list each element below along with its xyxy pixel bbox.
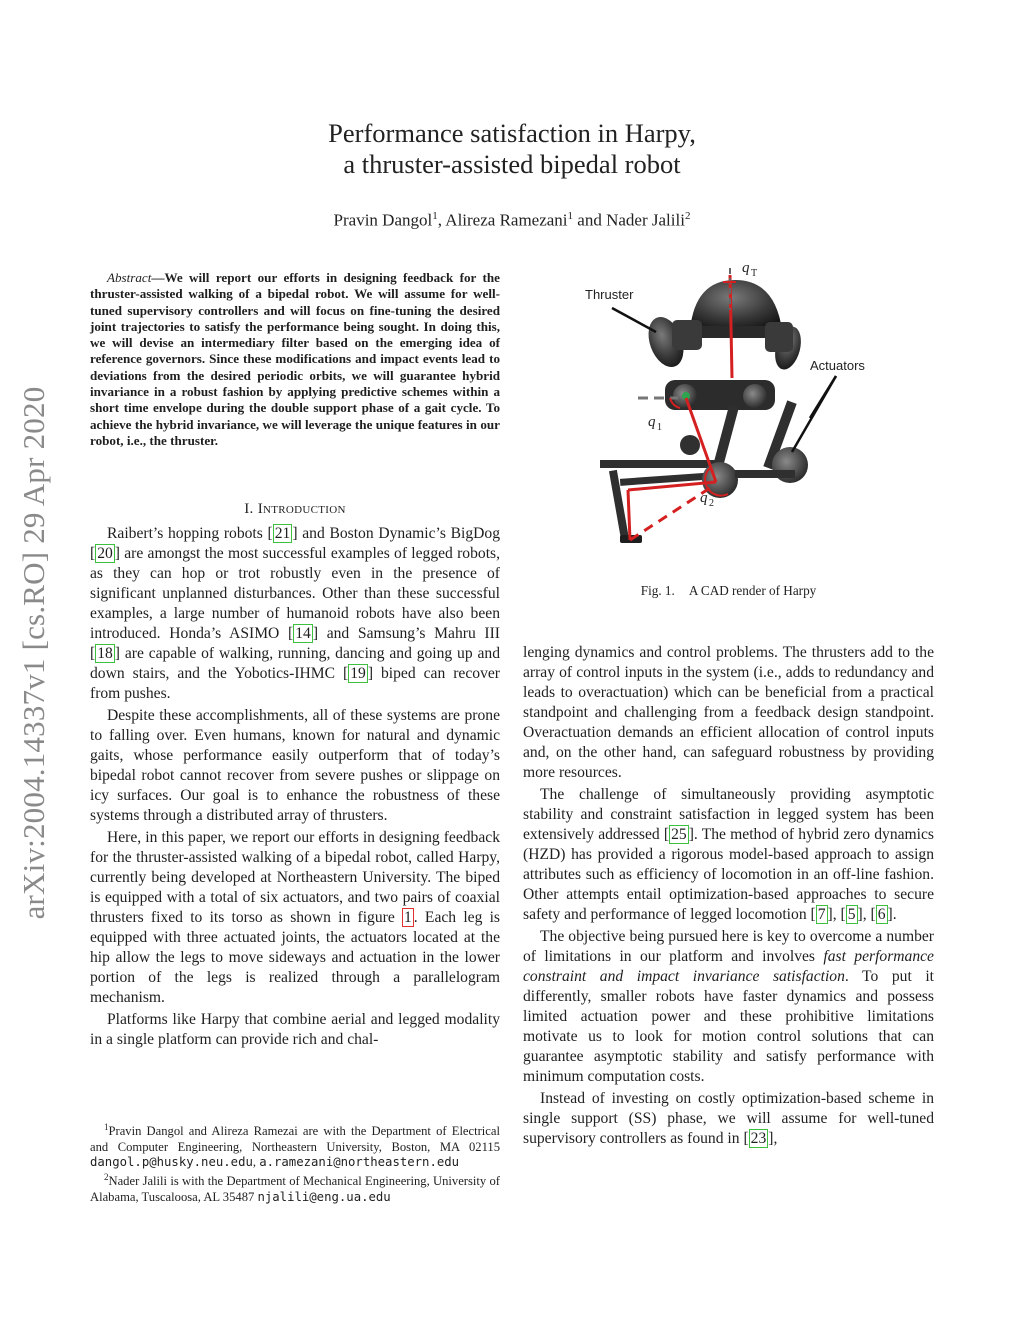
paper-title xyxy=(222,118,802,180)
abstract-dash: — xyxy=(151,270,165,285)
author-1-affil: 1 xyxy=(432,210,438,222)
citation-link[interactable]: 20 xyxy=(97,545,113,562)
q2-subscript: 2 xyxy=(709,498,714,509)
paragraph: Despite these accomplishments, all of these systems are prone to falling over. Even humans, known for natural and dynamic gaits, whose performance easily outperform that of today’s bipedal robot cannot recover from severe pushes or slippage on icy surfaces. Our goal is to enhance the robustness of these systems through a distributed array of thrusters. xyxy=(90,707,500,824)
title-line-1: Performance satisfaction in Harpy, xyxy=(328,118,696,148)
paragraph: lenging dynamics and control problems. The thrusters add to the array of control inputs in the system (i.e., adds to redundancy and leads to overactuation) which can be beneficial from a practical standpoint and challenging from a feedback design standpoint. Overactuation demands an efficient allocation of control inputs and, on the other hand, can safeguard robustness by providing more resources. xyxy=(523,644,934,781)
citation-link[interactable]: 18 xyxy=(97,645,113,662)
citation-link[interactable]: 5 xyxy=(847,906,856,923)
qT-subscript: T xyxy=(751,268,758,279)
abstract xyxy=(90,270,500,449)
citation-link[interactable]: 19 xyxy=(350,665,366,682)
citation-link[interactable]: 6 xyxy=(877,906,886,923)
footnote-2: $^2$Nader Jalili is with the Department of Mechanical Engineering, University of Alabama, Tuscaloosa, AL 35487 njalili@eng.ua.edu xyxy=(90,1172,500,1204)
paragraph: The objective being pursued here is key to overcome a number of limitations in our platform and involves fast performance constraint and impact invariance satisfaction. To put it differently, smaller robots have faster dynamics and possess limited actuation power and these prohibitive limitations motivate us to look for motion control solutions that can guarantee asymptotic stability and satisfy performance with minimum computation costs. xyxy=(523,928,934,1085)
section-title: Introduction xyxy=(257,501,346,517)
paragraph: Instead of investing on costly optimization-based scheme in single support (SS) phase, we will assume for well-tuned supervisory controllers as found in [ 23 ], xyxy=(523,1090,934,1147)
qT-label: q xyxy=(742,260,750,276)
footnote-1: $^1$Pravin Dangol and Alireza Ramezai are with the Department of Electrical and Computer Engineering, Northeastern University, Boston, MA 02115 dangol.p@husky.neu.edu, a.ramezani@northeastern.edu xyxy=(90,1122,500,1169)
q2-label: q xyxy=(700,490,708,506)
figure-link[interactable]: 1 xyxy=(403,909,412,926)
author-separator: , xyxy=(437,210,446,230)
actuator-leader-line xyxy=(810,376,836,418)
title-line-2: a thruster-assisted bipedal robot xyxy=(343,149,681,179)
figure-harpy-render xyxy=(560,250,930,570)
legs xyxy=(600,400,808,543)
figure-caption xyxy=(523,583,934,599)
thruster-left xyxy=(642,312,702,372)
caption-number: Fig. 1. xyxy=(640,583,675,598)
citation-link[interactable]: 14 xyxy=(295,625,311,642)
robot-cad-render xyxy=(560,250,930,570)
actuators-label: Actuators xyxy=(810,358,865,373)
abstract-text: We will report our efforts in designing feedback for the thruster-assisted walking of a bipedal robot. We will assume for well-tuned supervisory controllers and will focus on fine-tuning the desired joint trajectories to satisfy the performance being sought. In doing this, we will devise an intermediary filter based on the emerging idea of reference governors. Since these modifications and impact events lead to deviations from the desired periodic orbits, we will guarantee hybrid invariance in a robust fashion by applying predictive schemes within a short time envelope during the double support phase of a gait cycle. To achieve the hybrid invariance, we will leverage the unique features in our robot, i.e., the thruster. xyxy=(90,270,500,448)
q1-subscript: 1 xyxy=(657,422,662,433)
email-link[interactable]: njalili@eng.ua.edu xyxy=(257,1190,391,1204)
author-list xyxy=(222,210,802,231)
author-1: Pravin Dangol xyxy=(333,210,433,230)
section-heading xyxy=(90,501,500,518)
thruster-label: Thruster xyxy=(585,287,634,302)
abstract-label: Abstract xyxy=(107,270,152,285)
section-number: I. xyxy=(244,501,254,517)
paragraph: Raibert’s hopping robots [ 21 ] and Boston Dynamic’s BigDog [ 20 ] are amongst the most successful examples of legged robots, as they can hop or trot robustly even in the presence of significant unplanned disturbances. Other than these successful examples, a large number of humanoid robots have also been introduced. Honda’s ASIMO [ 14 ] and Samsung’s Mahru III [ 18 ] are capable of walking, running, dancing and going up and down stairs, and the Yobotics-IHMC [ 19 ] biped can recover from pushes. xyxy=(90,525,501,702)
arxiv-identifier: arXiv:2004.14337v1 [cs.RO] 29 Apr 2020 xyxy=(16,386,51,920)
paragraph: Platforms like Harpy that combine aerial and legged modality in a single platform can provide rich and chal- xyxy=(90,1011,500,1048)
author-3: Nader Jalili xyxy=(606,210,685,230)
thruster-right xyxy=(765,322,805,372)
paragraph: Here, in this paper, we report our efforts in designing feedback for the thruster-assisted walking of a bipedal robot, called Harpy, currently being developed at Northeastern University. The biped is equipped with a total of six actuators, and two pairs of coaxial thrusters fixed to its torso as shown in figure 1 . Each leg is equipped with three actuated joints, the actuators located at the hip allow the legs to move sideways and actuation in the lower portion of the legs is realized through a parallelogram mechanism. xyxy=(90,829,500,1006)
footnotes xyxy=(90,1120,500,1205)
q1-label: q xyxy=(648,414,656,430)
thruster-leader-line xyxy=(612,308,656,332)
right-column-body xyxy=(523,643,934,1149)
author-2: Alireza Ramezani xyxy=(445,210,568,230)
author-2-affil: 1 xyxy=(567,210,574,222)
citation-link[interactable]: 23 xyxy=(750,1130,767,1147)
paragraph: The challenge of simultaneously providing asymptotic stability and constraint satisfaction in legged system has been extensively addressed [ 25 ]. The method of hybrid zero dynamics (HZD) has provided a rigorous model-based approach to assign attributes such as efficiency of locomotion in an off-line fashion. Other attempts entail optimization-based approaches to secure safety and performance of legged locomotion [ 7 ], [ 5 ], [ 6 ]. xyxy=(523,786,934,923)
caption-text: A CAD render of Harpy xyxy=(688,583,817,598)
left-column-body xyxy=(90,524,500,1050)
email-link[interactable]: dangol.p@husky.neu.edu xyxy=(90,1155,253,1169)
citation-link[interactable]: 25 xyxy=(671,826,687,843)
author-separator: and xyxy=(573,210,607,230)
hip-assembly xyxy=(665,380,775,410)
citation-link[interactable]: 7 xyxy=(817,906,826,923)
email-link[interactable]: a.ramezani@northeastern.edu xyxy=(259,1155,460,1169)
author-3-affil: 2 xyxy=(684,210,691,222)
citation-link[interactable]: 21 xyxy=(274,525,291,542)
